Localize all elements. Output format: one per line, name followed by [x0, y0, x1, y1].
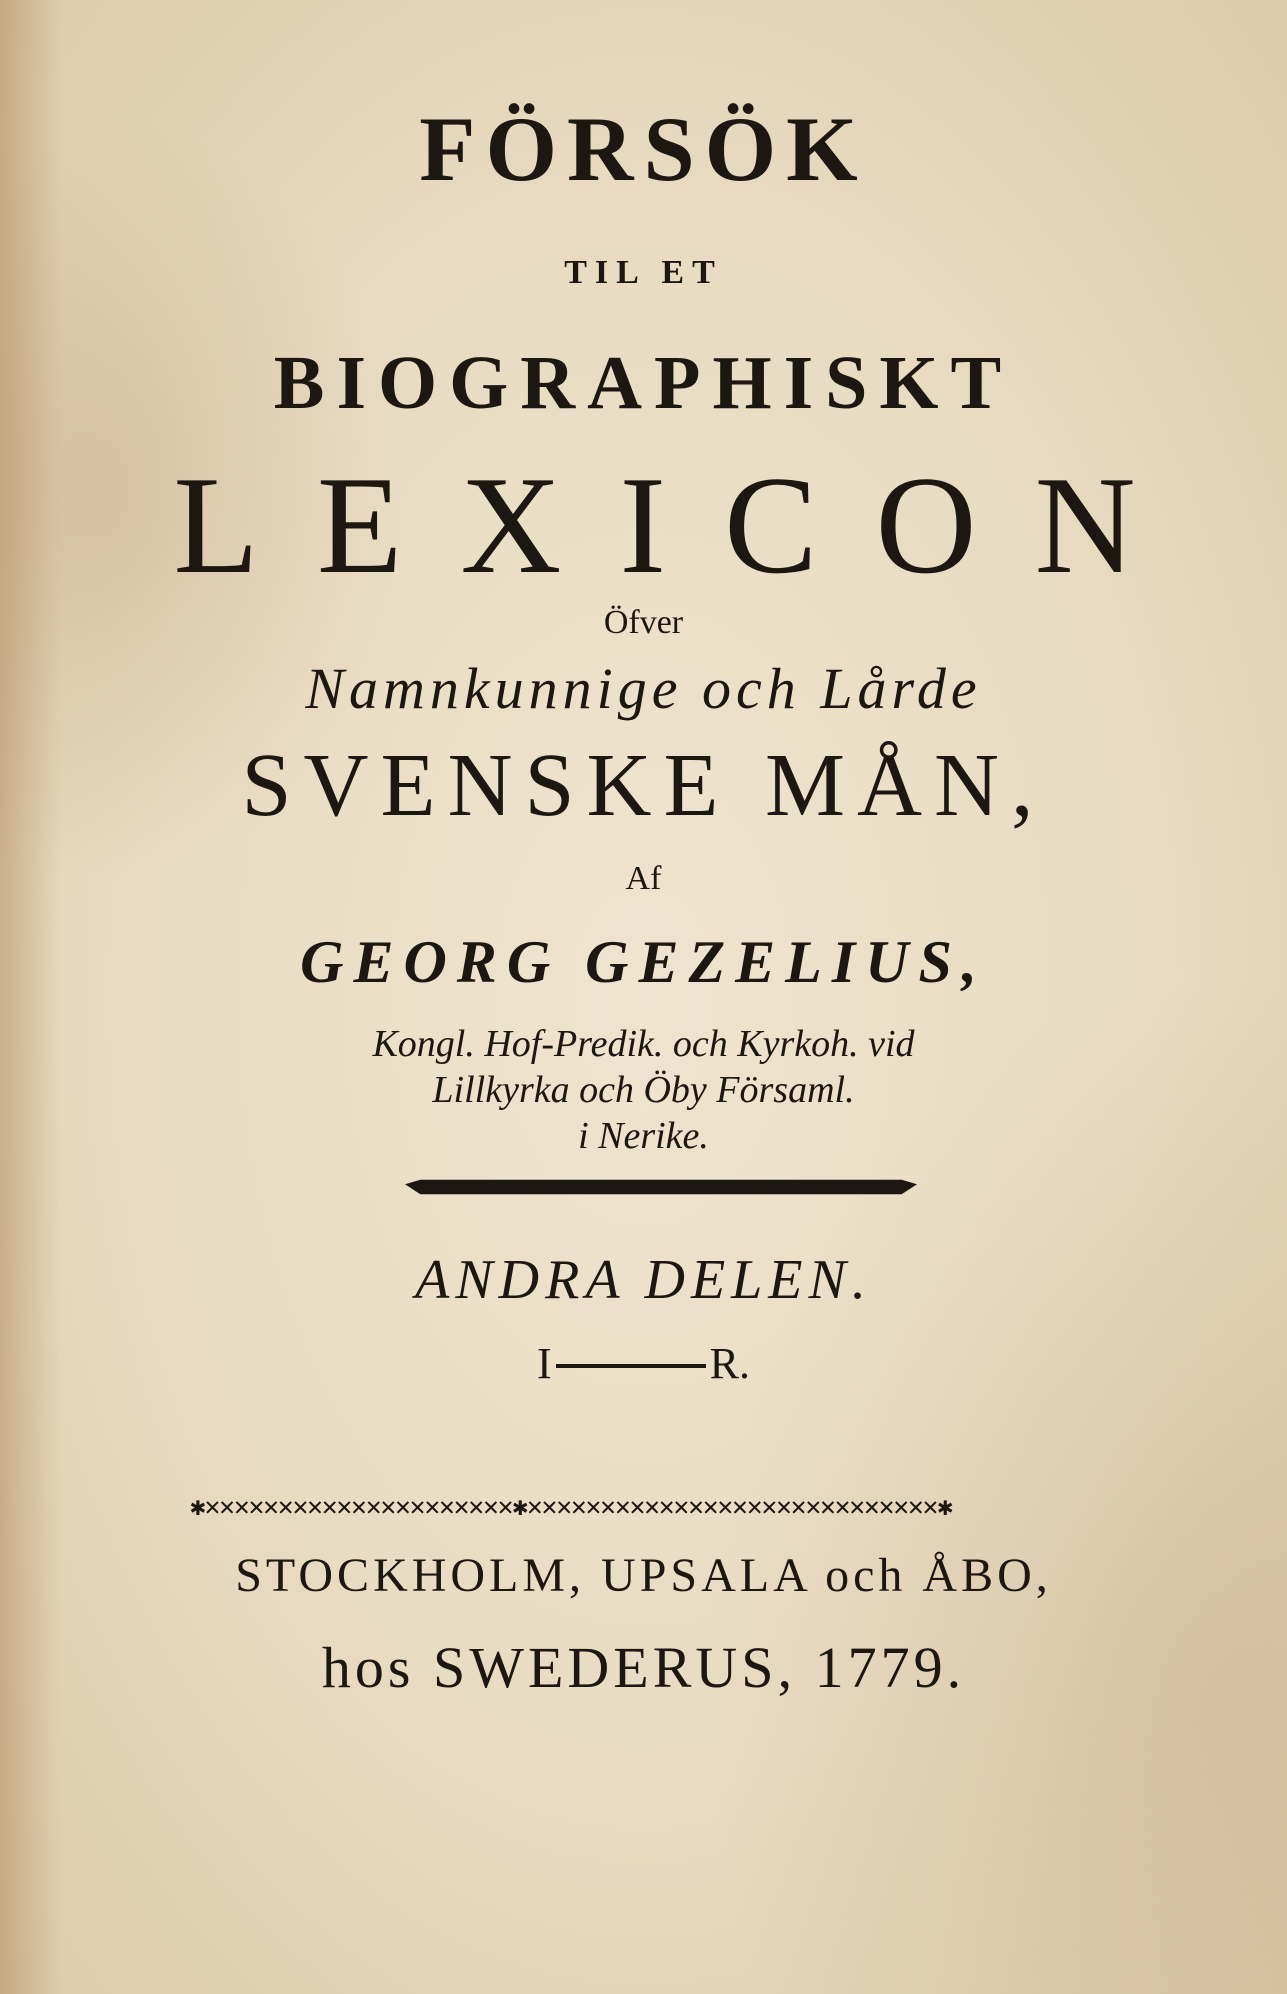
volume-range	[0, 1338, 1287, 1389]
imprint-city: STOCKHOLM, UPSALA och ÅBO,	[235, 1549, 1052, 1602]
author-title-line-2: Lillkyrka och Öby Församl.	[432, 1069, 855, 1111]
book-title: FÖRSÖK	[419, 98, 868, 200]
title-ofver: Öfver	[603, 604, 684, 641]
author-title-line-3: i Nerike.	[578, 1115, 709, 1157]
author-prefix: Af	[625, 860, 662, 897]
decorative-rule	[405, 1178, 917, 1196]
author-title-line-1: Kongl. Hof-Predik. och Kyrkoh. vid	[372, 1023, 915, 1065]
subtitle-namnkunnige: Namnkunnige och Lårde	[305, 656, 982, 721]
imprint-publisher: hos SWEDERUS, 1779.	[321, 1635, 966, 1700]
range-end: R.	[709, 1339, 750, 1388]
range-start: I	[536, 1339, 552, 1388]
title-lexicon: LEXICON	[173, 448, 1194, 603]
ornamental-border: ✱✕✕✕✕✕✕✕✕✕✕✕✕✕✕✕✕✕✕✕✕✕✱✕✕✕✕✕✕✕✕✕✕✕✕✕✕✕✕✕✕✕✕✕✕✕✕✕✕✕✕✱	[190, 1492, 952, 1522]
part-label: ANDRA DELEN.	[415, 1249, 872, 1311]
subtitle-svenske-man: SVENSKE MÅN,	[241, 736, 1046, 835]
title-connector: TIL ET	[564, 254, 723, 291]
range-dash	[556, 1364, 706, 1368]
author-name: GEORG GEZELIUS,	[300, 929, 987, 995]
title-biographiskt: BIOGRAPHISKT	[273, 341, 1014, 425]
